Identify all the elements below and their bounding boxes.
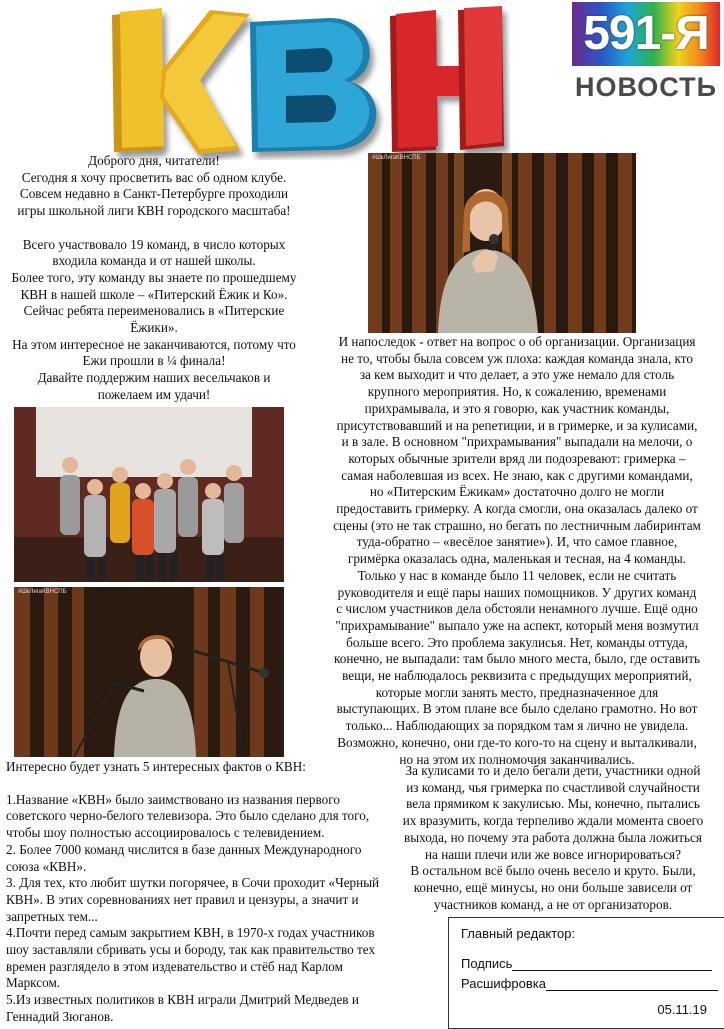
kvn-logo bbox=[100, 0, 510, 160]
article-line: туда-обратно – «весёлое занятие»). И, что самое главное, bbox=[356, 534, 678, 550]
logo-letter-n bbox=[390, 6, 504, 152]
article-line: гримёрка оказалась одна, маленькая и тесная, на 4 команды. bbox=[347, 551, 687, 567]
article-line: И напоследок - ответ на вопрос о об организации. Организация bbox=[338, 334, 696, 349]
photo-girl-microphone-illustration bbox=[368, 153, 636, 333]
brand-word: НОВОСТЬ bbox=[574, 72, 718, 102]
photo-hashtag: #ШкЛигаКВНСПБ bbox=[18, 589, 67, 595]
article-line: больше всего. Это проблема закулисья. Нет, команды оттуда, bbox=[346, 634, 688, 650]
intro-line: Давайте поддержим наших весельчаков и bbox=[37, 370, 271, 386]
fact-item: 4.Почти перед самым закрытием КВН, в 1970-х годах участников шоу заставляли сбривать усы и бороду, так как правительство тех времен разглядело в этом издевательство и стёб над Карлом Марксом. bbox=[6, 925, 376, 991]
article-line: с числом участников дела обстояли ненамного лучше. Ещё одно bbox=[336, 601, 698, 617]
sign-row bbox=[461, 956, 712, 971]
fact-item: 2. Более 7000 команд числится в базе данных Международного союза «КВН». bbox=[6, 841, 362, 874]
intro-line: Ежи прошли в ¼ финала! bbox=[82, 353, 226, 369]
editor-label: Главный редактор: bbox=[461, 926, 576, 941]
article-line: конечно, ещё минусы, но они больше зависели от bbox=[413, 879, 693, 895]
logo-letter-k bbox=[112, 8, 250, 154]
photo-team-group-illustration bbox=[14, 407, 284, 582]
article-line: крупного мероприятия. Но, к сожалению, временами bbox=[367, 384, 667, 400]
article-line: Только у нас в команде было 11 человек, если не считать bbox=[357, 567, 677, 583]
article-line: вела прямиком к закулисью. Мы, конечно, пытались bbox=[406, 796, 700, 812]
fact-item: 1.Название «КВН» было заимствовано из названия первого советского черно-белого телевизора. Это было сделано для того, чтобы шоу полностью ассоциировалось с телевидением. bbox=[6, 791, 370, 841]
intro-line bbox=[2, 220, 306, 237]
organization-article bbox=[312, 334, 722, 768]
article-line: которых обычные зрители вряд ли подозревают: гримерка – bbox=[348, 450, 686, 466]
intro-line: КВН в нашей школе – «Питерский Ёжик и Ко». bbox=[20, 286, 288, 302]
intro-line: Сегодня я хочу просветить вас об одном клубе. bbox=[21, 169, 287, 185]
intro-line: игры школьной лиги КВН городского масштаба! bbox=[17, 203, 291, 219]
article-line: руководителя и ещё пары наших помощников. У других команд bbox=[337, 584, 697, 600]
article-line: выступающих. В этом плане все было сделано грамотно. Но вот bbox=[336, 701, 698, 717]
article-line: конечно, не выпадали: там было много места, было, где оставить bbox=[333, 651, 701, 667]
intro-line: входила команда и от нашей школы. bbox=[52, 253, 256, 269]
article-line: вещи, не наблюдалось реквизита с предыдущих мероприятий, bbox=[342, 668, 692, 684]
backstage-article bbox=[388, 763, 718, 913]
article-line: За кулисами то и дело бегали дети, участники одной bbox=[405, 763, 701, 778]
photo-boy-microphone-illustration bbox=[14, 587, 284, 757]
article-line: но «Питерским Ёжикам» достаточно долго не могли bbox=[369, 484, 665, 500]
brand-number: 591-Я bbox=[583, 7, 709, 60]
intro-line: Ёжики». bbox=[130, 320, 178, 336]
sign-line[interactable] bbox=[512, 958, 712, 971]
article-line: их вразумить, когда терпеливо ждали момента своего bbox=[402, 813, 704, 829]
issue-date: 05.11.19 bbox=[657, 1002, 707, 1017]
article-line: участников команд, а не от организаторов. bbox=[433, 896, 673, 912]
photo-boy-microphone bbox=[14, 587, 284, 757]
intro-line: На этом интересное не заканчиваются, потому что bbox=[12, 336, 296, 352]
intro-line: пожелаем им удачи! bbox=[97, 386, 211, 402]
article-line: и в зале. В основном "прихрамывания" выпадали на мелочи, о bbox=[341, 434, 693, 450]
decode-label: Расшифровка bbox=[461, 976, 546, 991]
intro-text bbox=[2, 153, 306, 404]
photo-hashtag: #ШкЛигаКВНСПБ bbox=[372, 155, 421, 161]
intro-line: Сейчас ребята переименовались в «Питерские bbox=[23, 303, 285, 319]
article-line: выхода, но почему эта работа должна была ложиться bbox=[404, 829, 702, 845]
intro-line: Совсем недавно в Санкт-Петербурге проходили bbox=[19, 186, 289, 202]
article-line: на наши плечи или же вовсе игнорироваться? bbox=[425, 846, 681, 862]
article-line: "прихрамывание" выпало уже на аспект, который меня возмутил bbox=[335, 617, 699, 633]
article-line: сцены (это не так страшно, но бегать по лестничным лабиринтам bbox=[333, 517, 701, 533]
decode-row bbox=[461, 976, 718, 991]
article-line: но на этом их полномочия заканчивались. bbox=[399, 751, 635, 767]
article-line: В остальном всё было очень весело и круто. Были, bbox=[410, 863, 696, 879]
decode-line[interactable] bbox=[546, 978, 718, 991]
fact-item: 3. Для тех, кто любит шутки погорячее, в Сочи проходит «Черный КВН». В этих соревнованиях нет правил и цензуры, а значит и запретных тем... bbox=[6, 875, 380, 924]
photo-girl-microphone bbox=[368, 153, 636, 333]
article-line: которые могли занять место, предназначенное для bbox=[375, 684, 659, 700]
article-line: предоставить гримерку. А когда смогли, она оказалась далеко от bbox=[336, 501, 698, 517]
fact-item: 5.Из известных политиков в КВН играли Дмитрий Медведев и Геннадий Зюганов. bbox=[6, 992, 359, 1024]
article-line: только... Наблюдающих за порядком там я лично не увидела. bbox=[345, 718, 689, 734]
signature-box bbox=[448, 917, 724, 1029]
article-line: не то, чтобы была совсем уж плоха: каждая команда знала, кто bbox=[341, 350, 693, 366]
logo-letter-v bbox=[250, 18, 376, 152]
brand-logo bbox=[572, 2, 720, 102]
intro-line: Всего участвовало 19 команд, в число которых bbox=[22, 236, 286, 252]
article-line: прихрамывала, и это я говорю, как участник команды, bbox=[364, 400, 670, 416]
brand-rainbow-banner bbox=[572, 2, 720, 66]
article-line: из команд, чья гримерка по счастливой случайности bbox=[406, 779, 700, 795]
article-line: за кем выходит и что делает, а это уже немало для столь bbox=[359, 367, 675, 383]
article-line: самая наболевшая из всех. Не знаю, как с другими командами, bbox=[341, 467, 693, 483]
intro-line: Доброго дня, читатели! bbox=[88, 153, 220, 168]
article-line: присутствовавший и на репетиции, и в гримерке, и за кулисами, bbox=[336, 417, 698, 433]
article-line: Возможно, конечно, они где-то кого-то на сцену и выталкивали, bbox=[337, 734, 697, 750]
facts-heading: Интересно будет узнать 5 интересных фактов о КВН: bbox=[6, 759, 306, 774]
intro-line: Более того, эту команду вы знаете по прошедшему bbox=[11, 269, 297, 285]
photo-team-group bbox=[14, 407, 284, 582]
sign-label: Подпись bbox=[461, 956, 513, 971]
facts-section bbox=[6, 759, 398, 1026]
